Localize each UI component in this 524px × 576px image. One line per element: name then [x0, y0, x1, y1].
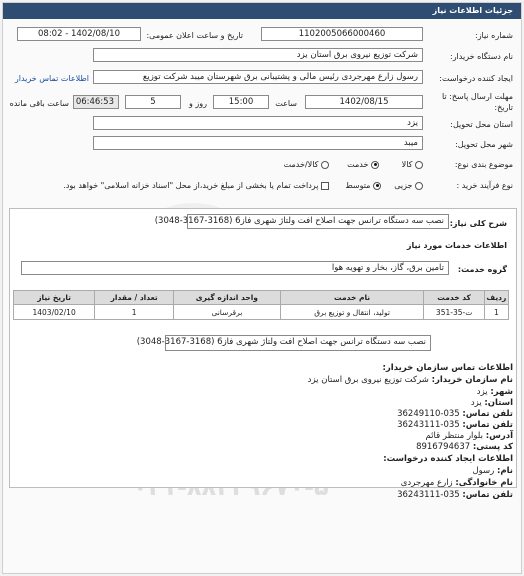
cell-row: 1	[484, 305, 508, 320]
days-label: روز و	[189, 99, 207, 108]
radio-icon[interactable]	[321, 161, 329, 169]
province-field[interactable]: یزد	[93, 116, 423, 130]
checkbox-icon[interactable]	[321, 182, 329, 190]
requester-family: نام خانوادگی: زارع مهرجردی	[400, 478, 513, 488]
need-number-label: شماره نیاز:	[475, 31, 513, 40]
col-header-code: کد خدمت	[424, 291, 484, 305]
process-option-medium[interactable]: متوسط	[345, 181, 381, 190]
deadline-label: مهلت ارسال پاسخ: تا تاریخ:	[441, 92, 513, 112]
cell-qty: 1	[95, 305, 174, 320]
creator-label: ایجاد کننده درخواست:	[439, 74, 513, 83]
contact-province: استان: یزد	[470, 398, 513, 408]
panel-header: جزئیات اطلاعات نیاز	[3, 3, 521, 19]
col-header-row: ردیف	[484, 291, 508, 305]
description-field[interactable]: نصب سه دستگاه ترانس جهت اصلاح افت ولتاژ شهری فاز6 (3168-3167-3048)	[165, 335, 431, 351]
col-header-name: نام خدمت	[280, 291, 424, 305]
table-row[interactable]	[14, 305, 509, 320]
announce-label: تاریخ و ساعت اعلان عمومی:	[146, 31, 243, 40]
remaining-label: ساعت باقی مانده	[9, 99, 69, 108]
requester-heading: اطلاعات ایجاد کننده درخواست:	[383, 454, 513, 464]
cell-code: ت-35-351	[424, 305, 484, 320]
group-field[interactable]: تامین برق، گاز، بخار و تهویه هوا	[21, 261, 449, 275]
cell-date: 1403/02/10	[14, 305, 95, 320]
col-header-unit: واحد اندازه گیری	[174, 291, 281, 305]
radio-icon[interactable]	[415, 161, 423, 169]
buyer-contact-link[interactable]: اطلاعات تماس خریدار	[14, 74, 89, 83]
col-header-qty: تعداد / مقدار	[95, 291, 174, 305]
payment-option[interactable]: پرداخت تمام یا بخشی از مبلغ خرید،از محل "اسناد خزانه اسلامی" خواهد بود.	[63, 181, 329, 190]
requester-name: نام: رسول	[472, 466, 513, 476]
category-option-service[interactable]: خدمت	[347, 160, 379, 169]
summary-label: شرح کلی نیاز:	[449, 219, 507, 228]
table-header-row	[14, 291, 509, 305]
contact-phone-1: تلفن تماس: 035-36249110	[397, 409, 513, 419]
radio-selected-icon[interactable]	[373, 182, 381, 190]
time-label: ساعت	[275, 99, 297, 108]
summary-field[interactable]: نصب سه دستگاه ترانس جهت اصلاح افت ولتاژ شهری فاز6 (3168-3167-3048)	[187, 214, 449, 229]
requester-phone: تلفن تماس: 035-36243111	[397, 490, 513, 500]
contact-postal-code: کد پستی: 8916794637	[416, 442, 513, 452]
category-option-goods[interactable]: کالا	[402, 160, 423, 169]
group-label: گروه خدمت:	[457, 265, 507, 274]
province-label: استان محل تحویل:	[450, 120, 513, 129]
col-header-date: تاریخ نیاز	[14, 291, 95, 305]
need-number-field[interactable]: 1102005066000460	[261, 27, 423, 41]
creator-field[interactable]: رسول زارع مهرجردی رئیس مالی و پشتیبانی برق شهرستان میبد شرکت توزیع	[93, 70, 423, 84]
detail-panel	[2, 2, 522, 574]
city-field[interactable]: میبد	[93, 136, 423, 150]
contact-org: نام سازمان خریدار: شرکت توزیع نیروی برق استان یزد	[307, 375, 513, 385]
category-option-goods-service[interactable]: کالا/خدمت	[284, 160, 329, 169]
cell-unit: برقرسانی	[174, 305, 281, 320]
process-option-minor[interactable]: جزیی	[394, 181, 423, 190]
contact-address: آدرس: بلوار منتظر قائم	[425, 431, 513, 441]
contact-heading: اطلاعات تماس سازمان خریدار:	[382, 363, 513, 373]
deadline-time-field[interactable]: 15:00	[213, 95, 269, 109]
services-heading: اطلاعات خدمات مورد نیاز	[406, 241, 507, 250]
city-label: شهر محل تحویل:	[455, 140, 513, 149]
announce-field[interactable]: 1402/08/10 - 08:02	[17, 27, 141, 41]
buyer-label: نام دستگاه خریدار:	[450, 52, 513, 61]
buyer-field[interactable]: شرکت توزیع نیروی برق استان یزد	[93, 48, 423, 62]
days-field[interactable]: 5	[125, 95, 181, 109]
contact-phone-2: تلفن تماس: 035-36243111	[397, 420, 513, 430]
remaining-time-field: 06:46:53	[73, 95, 119, 109]
process-label: نوع فرآیند خرید :	[456, 181, 513, 190]
radio-selected-icon[interactable]	[371, 161, 379, 169]
radio-icon[interactable]	[415, 182, 423, 190]
deadline-date-field[interactable]: 1402/08/15	[305, 95, 423, 109]
services-table	[13, 290, 509, 320]
category-label: موضوع بندی نوع:	[454, 160, 513, 169]
contact-city: شهر: یزد	[476, 387, 513, 397]
cell-name: تولید، انتقال و توزیع برق	[280, 305, 424, 320]
